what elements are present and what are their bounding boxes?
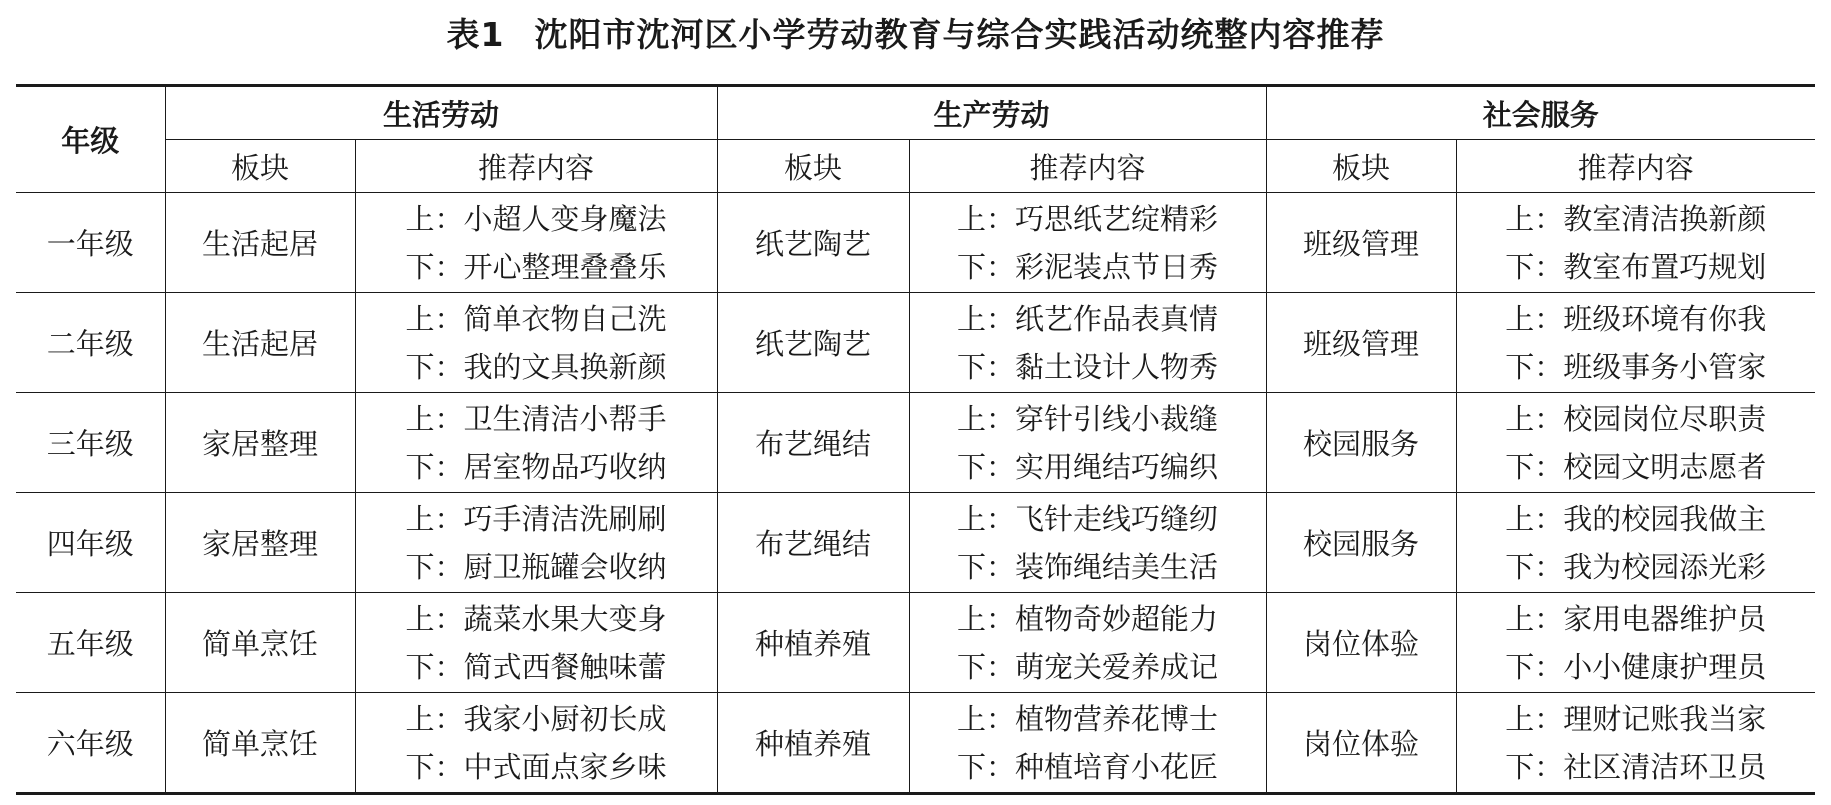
recommend-cell	[909, 193, 1266, 293]
block-cell: 家居整理	[165, 393, 355, 493]
recommend-upper: 上：我的校园我做主	[1505, 501, 1767, 536]
table-row	[16, 593, 1815, 693]
recommend-cell	[909, 393, 1266, 493]
block-cell: 纸艺陶艺	[717, 193, 909, 293]
recommend-cell	[1456, 593, 1815, 693]
table-row	[16, 693, 1815, 794]
recommend-lower: 下：我为校园添光彩	[1505, 549, 1767, 584]
recommend-upper: 上：植物营养花博士	[957, 701, 1219, 736]
recommend-upper: 上：我家小厨初长成	[405, 701, 667, 736]
recommend-cell	[355, 593, 717, 693]
block-cell: 校园服务	[1266, 493, 1456, 593]
recommend-upper: 上：飞针走线巧缝纫	[957, 501, 1219, 536]
header-block: 板块	[165, 140, 355, 193]
recommend-cell	[909, 493, 1266, 593]
recommend-cell	[909, 593, 1266, 693]
recommend-lower: 下：厨卫瓶罐会收纳	[405, 549, 667, 584]
grade-cell: 一年级	[16, 193, 165, 293]
table-row	[16, 193, 1815, 293]
recommend-cell	[355, 693, 717, 794]
block-cell: 纸艺陶艺	[717, 293, 909, 393]
recommend-upper: 上：穿针引线小裁缝	[957, 401, 1219, 436]
recommend-upper: 上：卫生清洁小帮手	[405, 401, 667, 436]
block-cell: 家居整理	[165, 493, 355, 593]
table-row	[16, 393, 1815, 493]
block-cell: 简单烹饪	[165, 693, 355, 794]
recommend-lower: 下：实用绳结巧编织	[957, 449, 1219, 484]
block-cell: 生活起居	[165, 193, 355, 293]
header-group-social-service: 社会服务	[1266, 86, 1815, 140]
recommend-cell	[1456, 193, 1815, 293]
recommend-lower: 下：小小健康护理员	[1505, 649, 1767, 684]
block-cell: 岗位体验	[1266, 693, 1456, 794]
recommend-lower: 下：黏土设计人物秀	[957, 349, 1219, 384]
recommend-upper: 上：巧思纸艺绽精彩	[957, 201, 1219, 236]
recommend-upper: 上：教室清洁换新颜	[1505, 201, 1767, 236]
recommend-lower: 下：我的文具换新颜	[405, 349, 667, 384]
block-cell: 简单烹饪	[165, 593, 355, 693]
header-recommend: 推荐内容	[909, 140, 1266, 193]
grade-cell: 三年级	[16, 393, 165, 493]
table-header	[16, 86, 1815, 193]
recommend-lower: 下：居室物品巧收纳	[405, 449, 667, 484]
table-number: 表1	[446, 14, 505, 54]
recommend-cell	[1456, 693, 1815, 794]
block-cell: 班级管理	[1266, 293, 1456, 393]
recommend-cell	[1456, 493, 1815, 593]
grade-cell: 二年级	[16, 293, 165, 393]
block-cell: 岗位体验	[1266, 593, 1456, 693]
recommend-upper: 上：纸艺作品表真情	[957, 301, 1219, 336]
recommend-upper: 上：小超人变身魔法	[405, 201, 667, 236]
block-cell: 布艺绳结	[717, 393, 909, 493]
recommend-upper: 上：简单衣物自己洗	[405, 301, 667, 336]
grade-cell: 六年级	[16, 693, 165, 794]
recommend-cell	[909, 693, 1266, 794]
recommend-cell	[355, 193, 717, 293]
header-block: 板块	[717, 140, 909, 193]
recommend-lower: 下：简式西餐触味蕾	[405, 649, 667, 684]
recommend-lower: 下：萌宠关爱养成记	[957, 649, 1219, 684]
block-cell: 种植养殖	[717, 693, 909, 794]
header-recommend: 推荐内容	[1456, 140, 1815, 193]
header-block: 板块	[1266, 140, 1456, 193]
recommend-upper: 上：班级环境有你我	[1505, 301, 1767, 336]
table-caption	[0, 0, 1831, 64]
table-title: 沈阳市沈河区小学劳动教育与综合实践活动统整内容推荐	[534, 14, 1385, 54]
recommend-lower: 下：装饰绳结美生活	[957, 549, 1219, 584]
table-row	[16, 293, 1815, 393]
recommend-upper: 上：校园岗位尽职责	[1505, 401, 1767, 436]
recommend-cell	[355, 393, 717, 493]
recommend-upper: 上：蔬菜水果大变身	[405, 601, 667, 636]
grade-cell: 四年级	[16, 493, 165, 593]
block-cell: 校园服务	[1266, 393, 1456, 493]
header-grade: 年级	[16, 86, 165, 193]
recommend-lower: 下：开心整理叠叠乐	[405, 249, 667, 284]
recommend-upper: 上：理财记账我当家	[1505, 701, 1767, 736]
recommend-lower: 下：班级事务小管家	[1505, 349, 1767, 384]
block-cell: 布艺绳结	[717, 493, 909, 593]
recommend-lower: 下：中式面点家乡味	[405, 749, 667, 784]
block-cell: 生活起居	[165, 293, 355, 393]
recommend-cell	[1456, 293, 1815, 393]
recommend-cell	[1456, 393, 1815, 493]
table-body	[16, 193, 1815, 794]
header-group-production-labor: 生产劳动	[717, 86, 1266, 140]
recommend-lower: 下：种植培育小花匠	[957, 749, 1219, 784]
recommend-cell	[909, 293, 1266, 393]
recommend-upper: 上：植物奇妙超能力	[957, 601, 1219, 636]
block-cell: 班级管理	[1266, 193, 1456, 293]
recommend-lower: 下：教室布置巧规划	[1505, 249, 1767, 284]
recommend-cell	[355, 293, 717, 393]
table-row	[16, 493, 1815, 593]
recommend-upper: 上：巧手清洁洗刷刷	[405, 501, 667, 536]
recommend-cell	[355, 493, 717, 593]
header-recommend: 推荐内容	[355, 140, 717, 193]
recommend-lower: 下：彩泥装点节日秀	[957, 249, 1219, 284]
header-group-life-labor: 生活劳动	[165, 86, 717, 140]
block-cell: 种植养殖	[717, 593, 909, 693]
recommend-lower: 下：社区清洁环卫员	[1505, 749, 1767, 784]
recommend-lower: 下：校园文明志愿者	[1505, 449, 1767, 484]
grade-cell: 五年级	[16, 593, 165, 693]
recommend-upper: 上：家用电器维护员	[1505, 601, 1767, 636]
content-table	[16, 84, 1815, 795]
